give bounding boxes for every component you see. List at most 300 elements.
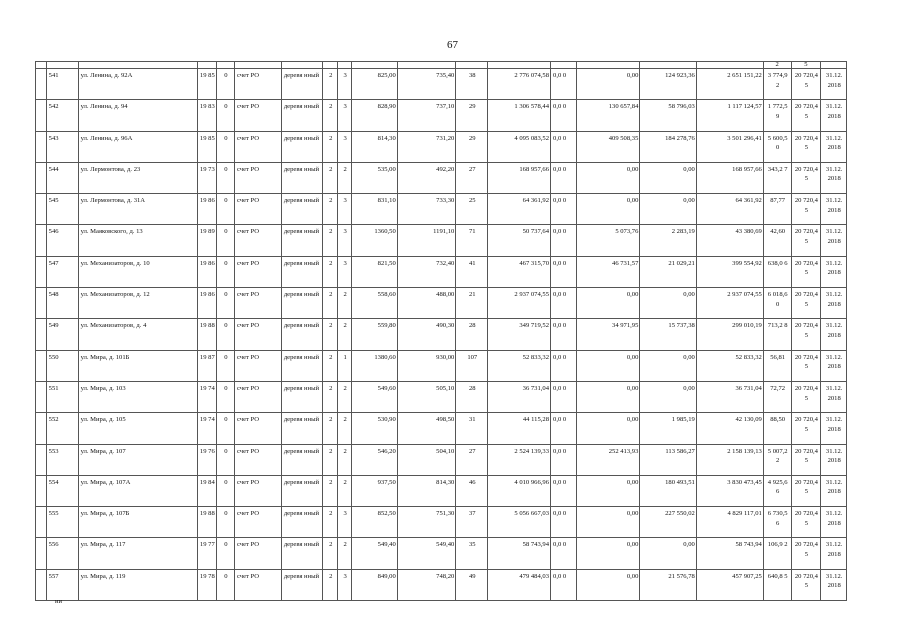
year-cell: 19 83 [197,100,216,131]
entrances-cell: 2 [338,444,352,475]
residents-cell: 28 [456,381,488,412]
entrances-cell: 3 [338,256,352,287]
fund-cell: 0,0 0 [551,413,577,444]
local-budget-cell: 21 029,21 [640,256,696,287]
year-cell: 19 89 [197,225,216,256]
margin-cell [36,194,47,225]
address-cell: ул. Ленина, д. 96А [78,131,197,162]
max-unit-cost-cell: 20 720,4 5 [791,350,821,381]
registry-body [36,62,847,601]
continuation-cell [234,62,281,69]
margin-cell [36,256,47,287]
other-funds-cell: 168 957,66 [696,162,763,193]
row-number: 549 [46,319,78,350]
continuation-cell [281,62,323,69]
zero-cell: 0 [216,131,234,162]
zero-cell: 0 [216,507,234,538]
living-area-cell: 549,40 [397,538,456,569]
floors-cell: 2 [323,288,338,319]
owners-funds-cell: 0,00 [576,538,640,569]
total-cost-cell: 467 315,70 [488,256,551,287]
living-area-cell: 504,10 [397,444,456,475]
continuation-cell [821,62,847,69]
zero-cell: 0 [216,413,234,444]
living-area-cell: 930,00 [397,350,456,381]
fund-cell: 0,0 0 [551,288,577,319]
max-unit-cost-cell: 20 720,4 5 [791,162,821,193]
fund-cell: 0,0 0 [551,194,577,225]
table-row [36,69,847,100]
unit-cost-cell: 72,72 [763,381,791,412]
living-area-cell: 733,30 [397,194,456,225]
address-cell: ул. Мира, д. 107 [78,444,197,475]
residents-cell: 27 [456,162,488,193]
address-cell: ул. Механизаторов, д. 10 [78,256,197,287]
continuation-cell: 5 [791,62,821,69]
unit-cost-cell: 638,0 6 [763,256,791,287]
other-funds-cell: 299 010,19 [696,319,763,350]
entrances-cell: 3 [338,131,352,162]
max-unit-cost-cell: 20 720,4 5 [791,444,821,475]
other-funds-cell: 457 907,25 [696,569,763,600]
residents-cell: 41 [456,256,488,287]
margin-cell [36,69,47,100]
entrances-cell: 3 [338,194,352,225]
housing-registry-table [35,61,847,601]
owners-funds-cell: 34 971,95 [576,319,640,350]
living-area-cell: 490,30 [397,319,456,350]
year-cell: 19 86 [197,256,216,287]
row-number: 546 [46,225,78,256]
completion-date-cell: 31.12. 2018 [821,413,847,444]
margin-cell [36,162,47,193]
floors-cell: 2 [323,569,338,600]
margin-cell [36,538,47,569]
unit-cost-cell: 87,77 [763,194,791,225]
margin-cell [36,225,47,256]
unit-cost-cell: 88,50 [763,413,791,444]
account-cell: счет РО [234,319,281,350]
owners-funds-cell: 0,00 [576,69,640,100]
fund-cell: 0,0 0 [551,162,577,193]
fund-cell: 0,0 0 [551,475,577,506]
other-funds-cell: 58 743,94 [696,538,763,569]
continuation-cell [696,62,763,69]
table-row [36,413,847,444]
other-funds-cell: 36 731,04 [696,381,763,412]
total-area-cell: 1360,50 [352,225,398,256]
residents-cell: 27 [456,444,488,475]
living-area-cell: 488,00 [397,288,456,319]
floors-cell: 2 [323,444,338,475]
total-area-cell: 825,00 [352,69,398,100]
fund-cell: 0,0 0 [551,256,577,287]
unit-cost-cell: 5 007,2 2 [763,444,791,475]
footer-mark: ии [55,598,62,605]
max-unit-cost-cell: 20 720,4 5 [791,319,821,350]
wall-material-cell: деревя нный [281,69,323,100]
floors-cell: 2 [323,225,338,256]
margin-cell [36,444,47,475]
local-budget-cell: 21 576,78 [640,569,696,600]
completion-date-cell: 31.12. 2018 [821,319,847,350]
total-area-cell: 546,20 [352,444,398,475]
unit-cost-cell: 3 774,9 2 [763,69,791,100]
address-cell: ул. Мира, д. 107А [78,475,197,506]
other-funds-cell: 1 117 124,57 [696,100,763,131]
year-cell: 19 85 [197,131,216,162]
unit-cost-cell: 106,9 2 [763,538,791,569]
local-budget-cell: 0,00 [640,288,696,319]
owners-funds-cell: 252 413,93 [576,444,640,475]
local-budget-cell: 0,00 [640,194,696,225]
floors-cell: 2 [323,350,338,381]
account-cell: счет РО [234,444,281,475]
table-row [36,319,847,350]
fund-cell: 0,0 0 [551,350,577,381]
other-funds-cell: 2 937 074,55 [696,288,763,319]
table-row [36,194,847,225]
floors-cell: 2 [323,100,338,131]
zero-cell: 0 [216,444,234,475]
address-cell: ул. Маяковского, д. 13 [78,225,197,256]
floors-cell: 2 [323,162,338,193]
residents-cell: 29 [456,131,488,162]
local-budget-cell: 124 923,36 [640,69,696,100]
other-funds-cell: 2 651 151,22 [696,69,763,100]
table-row [36,475,847,506]
floors-cell: 2 [323,413,338,444]
total-cost-cell: 36 731,04 [488,381,551,412]
completion-date-cell: 31.12. 2018 [821,475,847,506]
max-unit-cost-cell: 20 720,4 5 [791,381,821,412]
total-cost-cell: 50 737,64 [488,225,551,256]
address-cell: ул. Механизаторов, д. 4 [78,319,197,350]
account-cell: счет РО [234,162,281,193]
zero-cell: 0 [216,194,234,225]
fund-cell: 0,0 0 [551,131,577,162]
margin-cell [36,413,47,444]
address-cell: ул. Мира, д. 117 [78,538,197,569]
margin-cell [36,319,47,350]
zero-cell: 0 [216,225,234,256]
unit-cost-cell: 1 772,5 9 [763,100,791,131]
table-row [36,131,847,162]
other-funds-cell: 4 829 117,01 [696,507,763,538]
address-cell: ул. Мира, д. 101Б [78,350,197,381]
living-area-cell: 751,30 [397,507,456,538]
row-number: 556 [46,538,78,569]
address-cell: ул. Механизаторов, д. 12 [78,288,197,319]
local-budget-cell: 227 550,02 [640,507,696,538]
entrances-cell: 2 [338,288,352,319]
continuation-cell [197,62,216,69]
residents-cell: 49 [456,569,488,600]
max-unit-cost-cell: 20 720,4 5 [791,538,821,569]
year-cell: 19 76 [197,444,216,475]
residents-cell: 37 [456,507,488,538]
address-cell: ул. Мира, д. 105 [78,413,197,444]
owners-funds-cell: 0,00 [576,162,640,193]
zero-cell: 0 [216,381,234,412]
max-unit-cost-cell: 20 720,4 5 [791,69,821,100]
continuation-cell [78,62,197,69]
local-budget-cell: 0,00 [640,538,696,569]
residents-cell: 31 [456,413,488,444]
margin-cell [36,350,47,381]
continuation-cell [216,62,234,69]
residents-cell: 21 [456,288,488,319]
fund-cell: 0,0 0 [551,507,577,538]
account-cell: счет РО [234,288,281,319]
continuation-cell [46,62,78,69]
row-number: 550 [46,350,78,381]
local-budget-cell: 184 278,76 [640,131,696,162]
year-cell: 19 86 [197,288,216,319]
total-cost-cell: 2 937 074,55 [488,288,551,319]
continuation-row [36,62,847,69]
local-budget-cell: 58 796,03 [640,100,696,131]
continuation-cell [352,62,398,69]
year-cell: 19 88 [197,319,216,350]
total-cost-cell: 1 306 578,44 [488,100,551,131]
floors-cell: 2 [323,319,338,350]
year-cell: 19 85 [197,69,216,100]
margin-cell [36,288,47,319]
total-area-cell: 530,90 [352,413,398,444]
account-cell: счет РО [234,131,281,162]
owners-funds-cell: 0,00 [576,475,640,506]
floors-cell: 2 [323,538,338,569]
total-area-cell: 937,50 [352,475,398,506]
row-number: 551 [46,381,78,412]
other-funds-cell: 3 501 296,41 [696,131,763,162]
completion-date-cell: 31.12. 2018 [821,538,847,569]
account-cell: счет РО [234,569,281,600]
max-unit-cost-cell: 20 720,4 5 [791,194,821,225]
total-area-cell: 558,60 [352,288,398,319]
floors-cell: 2 [323,381,338,412]
continuation-cell [323,62,338,69]
year-cell: 19 73 [197,162,216,193]
fund-cell: 0,0 0 [551,381,577,412]
other-funds-cell: 2 158 139,13 [696,444,763,475]
zero-cell: 0 [216,538,234,569]
address-cell: ул. Лермонтова, д. 23 [78,162,197,193]
unit-cost-cell: 6 730,5 6 [763,507,791,538]
fund-cell: 0,0 0 [551,69,577,100]
wall-material-cell: деревя нный [281,225,323,256]
continuation-cell [640,62,696,69]
total-cost-cell: 168 957,66 [488,162,551,193]
wall-material-cell: деревя нный [281,162,323,193]
total-cost-cell: 4 010 966,96 [488,475,551,506]
owners-funds-cell: 0,00 [576,288,640,319]
zero-cell: 0 [216,569,234,600]
continuation-cell [36,62,47,69]
table-row [36,225,847,256]
row-number: 545 [46,194,78,225]
margin-cell [36,569,47,600]
max-unit-cost-cell: 20 720,4 5 [791,288,821,319]
max-unit-cost-cell: 20 720,4 5 [791,100,821,131]
margin-cell [36,100,47,131]
total-area-cell: 549,40 [352,538,398,569]
total-area-cell: 849,00 [352,569,398,600]
unit-cost-cell: 713,2 8 [763,319,791,350]
table-row [36,538,847,569]
total-area-cell: 852,50 [352,507,398,538]
entrances-cell: 3 [338,569,352,600]
row-number: 544 [46,162,78,193]
address-cell: ул. Лермонтова, д. 31А [78,194,197,225]
living-area-cell: 1191,10 [397,225,456,256]
total-cost-cell: 2 524 139,33 [488,444,551,475]
row-number: 555 [46,507,78,538]
table-row [36,507,847,538]
entrances-cell: 3 [338,507,352,538]
wall-material-cell: деревя нный [281,381,323,412]
living-area-cell: 737,10 [397,100,456,131]
table-row [36,256,847,287]
account-cell: счет РО [234,538,281,569]
total-area-cell: 821,50 [352,256,398,287]
floors-cell: 2 [323,507,338,538]
total-cost-cell: 4 095 083,52 [488,131,551,162]
max-unit-cost-cell: 20 720,4 5 [791,569,821,600]
local-budget-cell: 1 985,19 [640,413,696,444]
owners-funds-cell: 46 731,57 [576,256,640,287]
total-area-cell: 831,10 [352,194,398,225]
margin-cell [36,381,47,412]
entrances-cell: 3 [338,225,352,256]
table-row [36,569,847,600]
zero-cell: 0 [216,288,234,319]
table-row [36,381,847,412]
unit-cost-cell: 56,81 [763,350,791,381]
total-area-cell: 535,00 [352,162,398,193]
local-budget-cell: 0,00 [640,381,696,412]
address-cell: ул. Мира, д. 103 [78,381,197,412]
wall-material-cell: деревя нный [281,538,323,569]
entrances-cell: 2 [338,162,352,193]
row-number: 557 [46,569,78,600]
account-cell: счет РО [234,475,281,506]
year-cell: 19 78 [197,569,216,600]
other-funds-cell: 399 554,92 [696,256,763,287]
continuation-cell [456,62,488,69]
wall-material-cell: деревя нный [281,413,323,444]
residents-cell: 35 [456,538,488,569]
account-cell: счет РО [234,225,281,256]
wall-material-cell: деревя нный [281,256,323,287]
total-area-cell: 559,80 [352,319,398,350]
year-cell: 19 84 [197,475,216,506]
fund-cell: 0,0 0 [551,444,577,475]
account-cell: счет РО [234,194,281,225]
account-cell: счет РО [234,381,281,412]
wall-material-cell: деревя нный [281,350,323,381]
table-row [36,444,847,475]
wall-material-cell: деревя нный [281,475,323,506]
other-funds-cell: 52 833,32 [696,350,763,381]
fund-cell: 0,0 0 [551,100,577,131]
max-unit-cost-cell: 20 720,4 5 [791,131,821,162]
local-budget-cell: 0,00 [640,162,696,193]
local-budget-cell: 180 493,51 [640,475,696,506]
address-cell: ул. Мира, д. 107Б [78,507,197,538]
owners-funds-cell: 130 657,84 [576,100,640,131]
living-area-cell: 748,20 [397,569,456,600]
entrances-cell: 3 [338,69,352,100]
residents-cell: 25 [456,194,488,225]
residents-cell: 71 [456,225,488,256]
wall-material-cell: деревя нный [281,319,323,350]
entrances-cell: 2 [338,538,352,569]
address-cell: ул. Мира, д. 119 [78,569,197,600]
address-cell: ул. Ленина, д. 92А [78,69,197,100]
address-cell: ул. Ленина, д. 94 [78,100,197,131]
zero-cell: 0 [216,319,234,350]
max-unit-cost-cell: 20 720,4 5 [791,507,821,538]
owners-funds-cell: 409 508,35 [576,131,640,162]
max-unit-cost-cell: 20 720,4 5 [791,475,821,506]
owners-funds-cell: 0,00 [576,569,640,600]
total-cost-cell: 349 719,52 [488,319,551,350]
page-number: 67 [447,39,458,51]
account-cell: счет РО [234,100,281,131]
other-funds-cell: 64 361,92 [696,194,763,225]
year-cell: 19 74 [197,381,216,412]
living-area-cell: 498,50 [397,413,456,444]
total-cost-cell: 44 115,28 [488,413,551,444]
owners-funds-cell: 5 073,76 [576,225,640,256]
row-number: 542 [46,100,78,131]
entrances-cell: 2 [338,413,352,444]
completion-date-cell: 31.12. 2018 [821,162,847,193]
owners-funds-cell: 0,00 [576,194,640,225]
year-cell: 19 74 [197,413,216,444]
total-cost-cell: 58 743,94 [488,538,551,569]
living-area-cell: 505,10 [397,381,456,412]
other-funds-cell: 3 830 473,45 [696,475,763,506]
total-area-cell: 814,30 [352,131,398,162]
wall-material-cell: деревя нный [281,194,323,225]
living-area-cell: 731,20 [397,131,456,162]
continuation-cell: 2 [763,62,791,69]
total-cost-cell: 479 484,03 [488,569,551,600]
continuation-cell [576,62,640,69]
margin-cell [36,475,47,506]
entrances-cell: 1 [338,350,352,381]
continuation-cell [338,62,352,69]
table-row [36,288,847,319]
unit-cost-cell: 42,60 [763,225,791,256]
completion-date-cell: 31.12. 2018 [821,69,847,100]
living-area-cell: 492,20 [397,162,456,193]
local-budget-cell: 113 586,27 [640,444,696,475]
living-area-cell: 732,40 [397,256,456,287]
year-cell: 19 77 [197,538,216,569]
wall-material-cell: деревя нный [281,507,323,538]
zero-cell: 0 [216,162,234,193]
completion-date-cell: 31.12. 2018 [821,350,847,381]
residents-cell: 46 [456,475,488,506]
continuation-cell [551,62,577,69]
floors-cell: 2 [323,256,338,287]
entrances-cell: 2 [338,319,352,350]
year-cell: 19 88 [197,507,216,538]
